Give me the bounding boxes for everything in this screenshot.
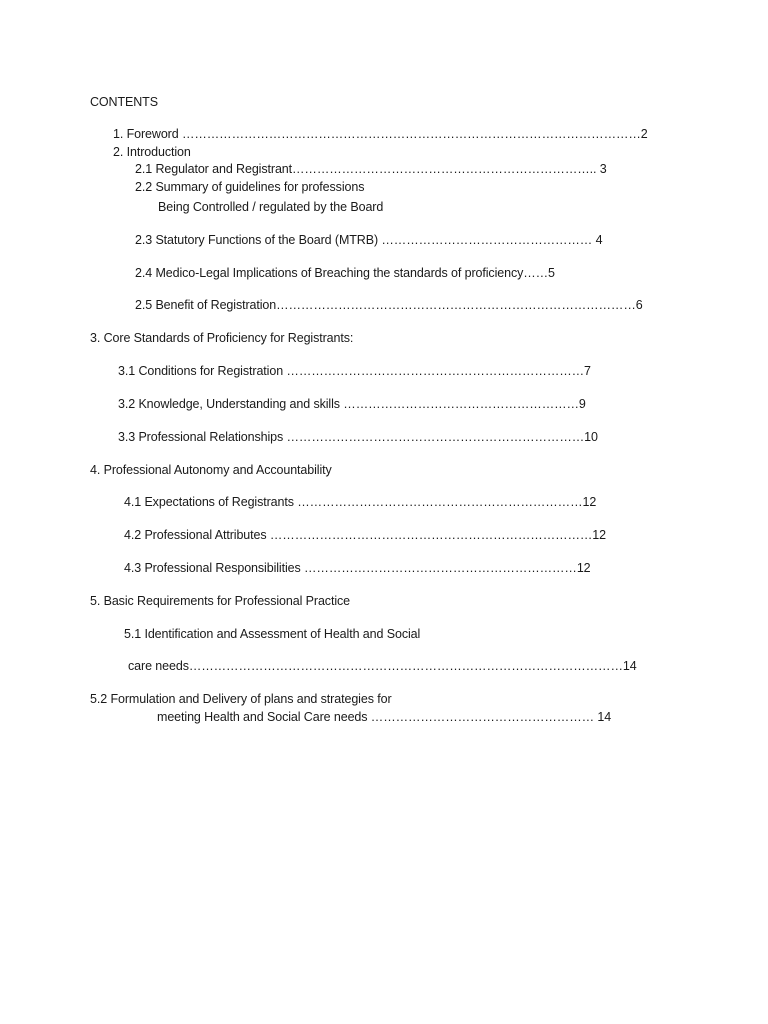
toc-entry-5-2-cont: meeting Health and Social Care needs ……………………………………………… 14 xyxy=(157,710,612,724)
toc-entry-2-5: 2.5 Benefit of Registration……………………………………………………………………………6 xyxy=(135,298,643,312)
toc-heading: CONTENTS xyxy=(90,95,158,109)
toc-entry-2-2-cont: Being Controlled / regulated by the Board xyxy=(158,200,384,214)
toc-entry-3-3: 3.3 Professional Relationships ………………………………………………………………10 xyxy=(118,430,598,444)
toc-entry-3-1: 3.1 Conditions for Registration ………………………………………………………………7 xyxy=(118,364,591,378)
toc-entry-foreword: 1. Foreword …………………………………………………………………………………………………2 xyxy=(113,127,648,141)
toc-entry-5-1: 5.1 Identification and Assessment of Health and Social xyxy=(124,627,421,641)
toc-entry-2-1: 2.1 Regulator and Registrant……………………………………………………………….. 3 xyxy=(135,162,607,176)
toc-entry-3-2: 3.2 Knowledge, Understanding and skills …………………………………………………9 xyxy=(118,397,586,411)
toc-entry-2-2: 2.2 Summary of guidelines for professions xyxy=(135,180,365,194)
toc-entry-5-2: 5.2 Formulation and Delivery of plans and strategies for xyxy=(90,692,392,706)
toc-entry-4-1: 4.1 Expectations of Registrants ……………………………………………………………12 xyxy=(124,495,597,509)
toc-entry-4: 4. Professional Autonomy and Accountability xyxy=(90,463,332,477)
toc-entry-4-2: 4.2 Professional Attributes ……………………………………………………………………12 xyxy=(124,528,606,542)
toc-entry-2-4: 2.4 Medico-Legal Implications of Breaching the standards of proficiency……5 xyxy=(135,266,555,280)
toc-entry-3: 3. Core Standards of Proficiency for Registrants: xyxy=(90,331,354,345)
toc-entry-introduction: 2. Introduction xyxy=(113,145,191,159)
toc-entry-5-1-cont: care needs……………………………………………………………………………………………14 xyxy=(128,659,637,673)
toc-entry-2-3: 2.3 Statutory Functions of the Board (MTRB) …………………………………………… 4 xyxy=(135,233,603,247)
toc-entry-4-3: 4.3 Professional Responsibilities …………………………………………………………12 xyxy=(124,561,591,575)
toc-entry-5: 5. Basic Requirements for Professional Practice xyxy=(90,594,350,608)
